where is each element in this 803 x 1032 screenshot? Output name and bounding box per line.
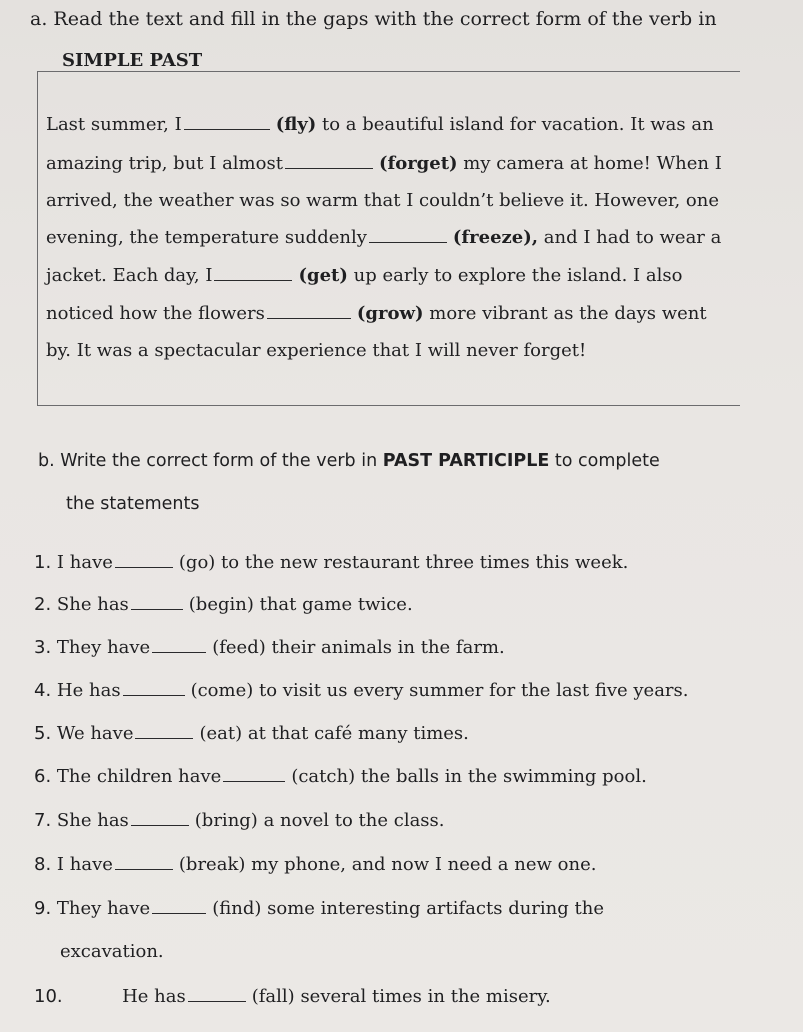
item-text: several times in the misery. (300, 986, 551, 1007)
section-b-instruction-line2: the statements (66, 494, 200, 514)
item-number: 1. (34, 552, 52, 573)
section-b-tense: PAST PARTICIPLE (382, 451, 550, 471)
exercise-item-6 (34, 766, 647, 787)
verb-hint: (begin) (188, 594, 254, 615)
item-number: 4. (34, 680, 52, 701)
item-number: 8. (34, 854, 52, 875)
para-line-4 (46, 227, 721, 248)
answer-blank[interactable] (152, 912, 206, 914)
answer-blank[interactable] (131, 608, 183, 610)
exercise-item-1 (34, 552, 628, 573)
answer-blank[interactable] (123, 694, 185, 696)
verb-hint: (catch) (291, 766, 356, 787)
verb-hint: (get) (298, 265, 348, 286)
verb-hint: (forget) (378, 153, 458, 174)
item-text: my phone, and now I need a new one. (251, 854, 597, 875)
verb-hint: (grow) (356, 303, 424, 324)
item-text: The children have (56, 766, 222, 787)
item-text: He has (56, 680, 121, 701)
answer-blank[interactable] (115, 868, 173, 870)
item-number: 7. (34, 810, 52, 831)
item-text: the balls in the swimming pool. (360, 766, 647, 787)
line-text: Last summer, I (46, 114, 182, 135)
item-number: 2. (34, 594, 52, 615)
item-number: 10. (34, 986, 63, 1007)
answer-blank[interactable] (223, 780, 285, 782)
verb-hint: (eat) (199, 723, 243, 744)
section-b-instruction (38, 451, 660, 471)
line-text: to a beautiful island for vacation. It was an (322, 114, 714, 135)
section-b-text: Write the correct form of the verb in (60, 451, 383, 471)
verb-hint: (fly) (275, 114, 317, 135)
section-b-letter: b. (38, 451, 55, 471)
exercise-item-9-continued: excavation. (60, 941, 164, 962)
answer-blank[interactable] (135, 737, 193, 739)
line-text: my camera at home! When I (463, 153, 722, 174)
verb-hint: (fall) (251, 986, 295, 1007)
exercise-item-7 (34, 810, 445, 831)
verb-hint: (bring) (194, 810, 258, 831)
item-text: They have (56, 637, 151, 658)
section-a-tense: SIMPLE PAST (62, 50, 203, 71)
para-line-5 (46, 265, 682, 286)
section-a-letter: a. (30, 8, 48, 30)
answer-blank[interactable] (184, 128, 270, 130)
answer-blank[interactable] (188, 1000, 246, 1002)
item-text: We have (56, 723, 134, 744)
section-a-text: Read the text and fill in the gaps with the correct form of the verb in (53, 8, 717, 30)
item-text: to visit us every summer for the last five years. (258, 680, 689, 701)
item-number: 6. (34, 766, 52, 787)
line-text: and I had to wear a (543, 227, 722, 248)
item-text: their animals in the farm. (271, 637, 505, 658)
line-text: evening, the temperature suddenly (46, 227, 367, 248)
verb-hint: (find) (212, 898, 262, 919)
exercise-item-3 (34, 637, 505, 658)
line-text: up early to explore the island. I also (353, 265, 683, 286)
line-text: more vibrant as the days went (429, 303, 707, 324)
line-text: by. It was a spectacular experience that I will never forget! (46, 340, 587, 361)
item-number: 3. (34, 637, 52, 658)
item-text: to the new restaurant three times this week. (221, 552, 629, 573)
verb-hint: (freeze), (452, 227, 539, 248)
exercise-item-5 (34, 723, 469, 744)
section-b-text: to complete (549, 451, 660, 471)
item-text: She has (56, 594, 129, 615)
para-line-3 (46, 190, 719, 211)
item-number: 5. (34, 723, 52, 744)
answer-blank[interactable] (152, 651, 206, 653)
exercise-item-9 (34, 898, 604, 919)
item-text: that game twice. (259, 594, 413, 615)
para-line-7 (46, 340, 586, 361)
para-line-2 (46, 153, 722, 174)
section-a-instruction (30, 8, 717, 30)
answer-blank[interactable] (214, 279, 292, 281)
line-text: noticed how the flowers (46, 303, 265, 324)
answer-blank[interactable] (285, 167, 373, 169)
verb-hint: (come) (190, 680, 254, 701)
answer-blank[interactable] (131, 824, 189, 826)
item-text: He has (122, 986, 186, 1007)
item-text: I have (56, 854, 113, 875)
para-line-6 (46, 303, 707, 324)
para-line-1 (46, 114, 714, 135)
exercise-item-10 (34, 986, 551, 1007)
line-text: jacket. Each day, I (46, 265, 213, 286)
line-text: amazing trip, but I almost (46, 153, 283, 174)
item-text: at that café many times. (247, 723, 469, 744)
answer-blank[interactable] (369, 241, 447, 243)
exercise-item-4 (34, 680, 689, 701)
item-number: 9. (34, 898, 52, 919)
item-text: some interesting artifacts during the (267, 898, 604, 919)
item-text: a novel to the class. (263, 810, 445, 831)
exercise-item-2 (34, 594, 413, 615)
verb-hint: (break) (178, 854, 246, 875)
item-text: She has (56, 810, 129, 831)
answer-blank[interactable] (267, 317, 351, 319)
answer-blank[interactable] (115, 566, 173, 568)
exercise-item-8 (34, 854, 596, 875)
verb-hint: (feed) (212, 637, 266, 658)
item-text: They have (56, 898, 151, 919)
item-text: I have (56, 552, 113, 573)
line-text: arrived, the weather was so warm that I couldn’t believe it. However, one (46, 190, 719, 211)
verb-hint: (go) (178, 552, 216, 573)
